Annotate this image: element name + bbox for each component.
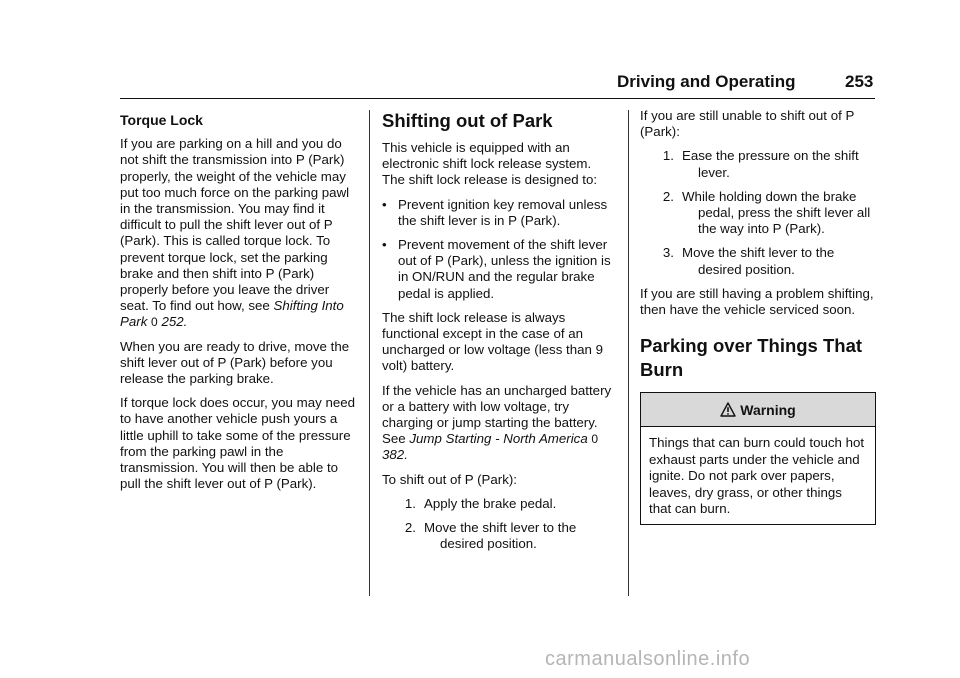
step-number: 1. xyxy=(404,495,416,511)
paragraph: The shift lock release is always functional except in the case of an uncharged or low voltage (less than 9 volt) battery. xyxy=(382,309,604,374)
list-item-text: Prevent ignition key removal unless the shift lever is in P (Park). xyxy=(398,196,608,228)
list-item xyxy=(382,237,616,302)
step-text: Move the shift lever to the xyxy=(682,245,835,261)
paragraph-text: If the vehicle has an uncharged battery or a battery with low voltage, try charging or jump starting the battery. See xyxy=(382,382,612,447)
step-text-wrap xyxy=(682,148,876,180)
page-ref-number: 382 xyxy=(382,447,405,463)
cross-reference-link[interactable]: Jump Starting - North America xyxy=(409,431,588,447)
warning-text: Things that can burn could touch hot exhaust parts under the vehicle and ignite. Do not park over papers, leaves, dry grass, or other things that can burn. xyxy=(649,435,865,517)
paragraph xyxy=(120,136,356,330)
paragraph: If torque lock does occur, you may need to have another vehicle push yours a little uphill to take some of the pressure from the parking pawl in the transmission. You will then be able to pull the shift lever out of P (Park). xyxy=(120,395,356,492)
step-text-wrap xyxy=(682,245,876,277)
step-item xyxy=(382,496,616,512)
step-text-wrap xyxy=(424,520,616,552)
bullet-icon: • xyxy=(382,196,387,212)
step-text-continued: lever. xyxy=(698,164,730,180)
paragraph-text: If you are parking on a hill and you do not shift the transmission into P (Park) properly, the weight of the vehicle may put too much force on the parking pawl in the transmission. You may find it difficult to pull the shift lever out of P (Park). This is called torque lock. To prevent torque lock, set the parking brake and then shift into P (Park) properly before you leave the driver seat. To find out how, see xyxy=(120,136,350,314)
watermark: carmanualsonline.info xyxy=(545,648,751,670)
page-ref-number: 252 xyxy=(161,314,184,330)
period: . xyxy=(183,314,188,330)
page-ref-arrow-icon: 0 xyxy=(151,315,158,330)
heading-parking-over-things-that-burn: Parking over Things That Burn xyxy=(640,335,863,381)
warning-triangle-icon xyxy=(720,402,736,417)
period: . xyxy=(404,447,408,463)
paragraph: If you are still having a problem shifting, then have the vehicle serviced soon. xyxy=(640,285,874,318)
step-text: Apply the brake pedal. xyxy=(424,495,557,511)
column-divider xyxy=(369,110,370,596)
step-text-continued: pedal, press the shift lever all the way into P (Park). xyxy=(698,205,871,237)
step-item xyxy=(382,520,616,552)
step-item xyxy=(640,148,876,180)
paragraph: If you are still unable to shift out of P (Park): xyxy=(640,108,855,140)
column-divider xyxy=(628,110,629,596)
column-right xyxy=(640,108,876,525)
step-text-continued: desired position. xyxy=(440,536,537,552)
paragraph: When you are ready to drive, move the shift lever out of P (Park) before you release the parking brake. xyxy=(120,338,350,387)
section-title: Driving and Operating xyxy=(617,72,796,91)
heading-shifting-out-of-park: Shifting out of Park xyxy=(382,110,553,131)
step-number: 2. xyxy=(404,520,416,536)
page-number: 253 xyxy=(845,72,874,91)
header-rule xyxy=(120,98,875,99)
warning-header xyxy=(641,393,875,427)
column-left xyxy=(120,108,356,500)
step-text-continued: desired position. xyxy=(698,261,795,277)
bullet-icon: • xyxy=(382,237,387,253)
step-item xyxy=(640,245,876,277)
list-item xyxy=(382,197,616,229)
warning-box xyxy=(640,392,876,525)
step-number: 3. xyxy=(662,245,674,261)
step-text: While holding down the brake xyxy=(682,188,857,204)
heading-torque-lock: Torque Lock xyxy=(120,112,203,128)
paragraph xyxy=(382,383,616,464)
list-item-text: Prevent movement of the shift lever out of P (Park), unless the ignition is in ON/RUN and the regular brake pedal is applied. xyxy=(398,237,611,301)
paragraph: To shift out of P (Park): xyxy=(382,471,517,487)
column-middle xyxy=(382,108,616,560)
step-number: 2. xyxy=(662,188,674,204)
paragraph: This vehicle is equipped with an electronic shift lock release system. The shift lock release is designed to: xyxy=(382,140,598,188)
step-number: 1. xyxy=(662,148,674,164)
step-text: Ease the pressure on the shift xyxy=(682,148,859,164)
cross-reference-link[interactable]: Shifting Into Park xyxy=(120,298,344,330)
step-text-wrap xyxy=(682,189,876,238)
warning-title: Warning xyxy=(740,401,796,418)
page-ref-arrow-icon: 0 xyxy=(591,432,599,447)
step-item xyxy=(640,189,876,238)
step-text: Move the shift lever to the xyxy=(424,520,577,536)
